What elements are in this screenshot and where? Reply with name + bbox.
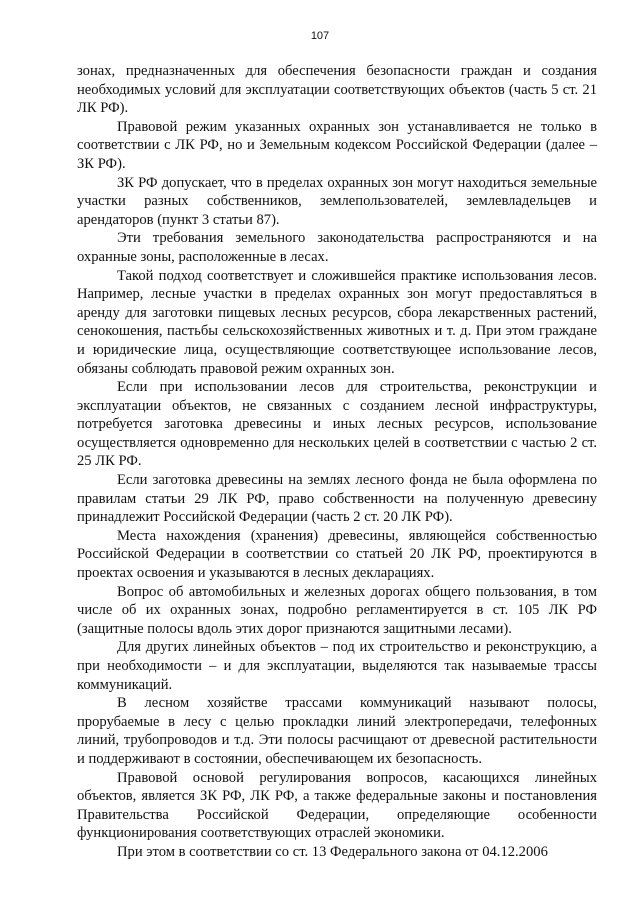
paragraph-5: Такой подход соответствует и сложившейся практике использования лесов. Например, лесные участки в пределах охранных зон могут предоставляться в аренду для заготовки пищевых лесных ресурсов, сбора лекарственных растений, сенокошения, пастьбы сельскохозяйственных животных и т. д. При этом граждане и юридические лица, осуществляющие соответствующее использование лесов, обязаны соблюдать правовой режим охранных зон. <box>77 267 597 377</box>
paragraph-1: зонах, предназначенных для обеспечения безопасности граждан и создания необходимых условий для эксплуатации соответствующих объектов (часть 5 ст. 21 ЛК РФ). <box>77 63 597 117</box>
paragraph-9: Вопрос об автомобильных и железных дорогах общего пользования, в том числе об их охранных зонах, подробно регламентируется в ст. 105 ЛК РФ (защитные полосы вдоль этих дорог признаются защитными лесами). <box>77 583 597 637</box>
paragraph-2: Правовой режим указанных охранных зон устанавливается не только в соответствии с ЛК РФ, но и Земельным кодексом Российской Федерации (далее – ЗК РФ). <box>77 118 597 172</box>
paragraph-6: Если при использовании лесов для строительства, реконструкции и эксплуатации объектов, не связанных с созданием лесной инфраструктуры, потребуется заготовка древесины и иных лесных ресурсов, использование осуществляется одновременно для нескольких целей в соответствии с частью 2 ст. 25 ЛК РФ. <box>77 379 597 470</box>
body-text <box>77 62 597 862</box>
paragraph-11: В лесном хозяйстве трассами коммуникаций называют полосы, прорубаемые в лесу с целью прокладки линий электропередачи, телефонных линий, трубопроводов и т.д. Эти полосы расчищают от древесной растительности и поддерживают в состоянии, обеспечивающем их безопасность. <box>77 695 597 767</box>
paragraph-8: Места нахождения (хранения) древесины, являющейся собственностью Российской Федерации в соответствии со статьей 20 ЛК РФ, проектируются в проектах освоения и указываются в лесных декларациях. <box>77 527 597 582</box>
paragraph-4: Эти требования земельного законодательства распространяются и на охранные зоны, расположенные в лесах. <box>77 230 597 265</box>
page-number: 107 <box>310 30 330 42</box>
paragraph-10: Для других линейных объектов – под их строительство и реконструкцию, а при необходимости – и для эксплуатации, выделяются так называемые трассы коммуникаций. <box>77 639 597 693</box>
paragraph-12: Правовой основой регулирования вопросов, касающихся линейных объектов, является ЗК РФ, ЛК РФ, а также федеральные законы и постановления Правительства Российской Федерации, определяющие особенности функционирования соответствующих отраслей экономики. <box>77 769 597 842</box>
paragraph-7: Если заготовка древесины на землях лесного фонда не была оформлена по правилам статьи 29 ЛК РФ, право собственности на полученную древесину принадлежит Российской Федерации (часть 2 ст. 20 ЛК РФ). <box>77 472 597 526</box>
paragraph-3: ЗК РФ допускает, что в пределах охранных зон могут находиться земельные участки разных собственников, землепользователей, землевладельцев и арендаторов (пункт 3 статьи 87). <box>77 174 597 228</box>
paragraph-13: При этом в соответствии со ст. 13 Федерального закона от 04.12.2006 <box>117 843 548 860</box>
